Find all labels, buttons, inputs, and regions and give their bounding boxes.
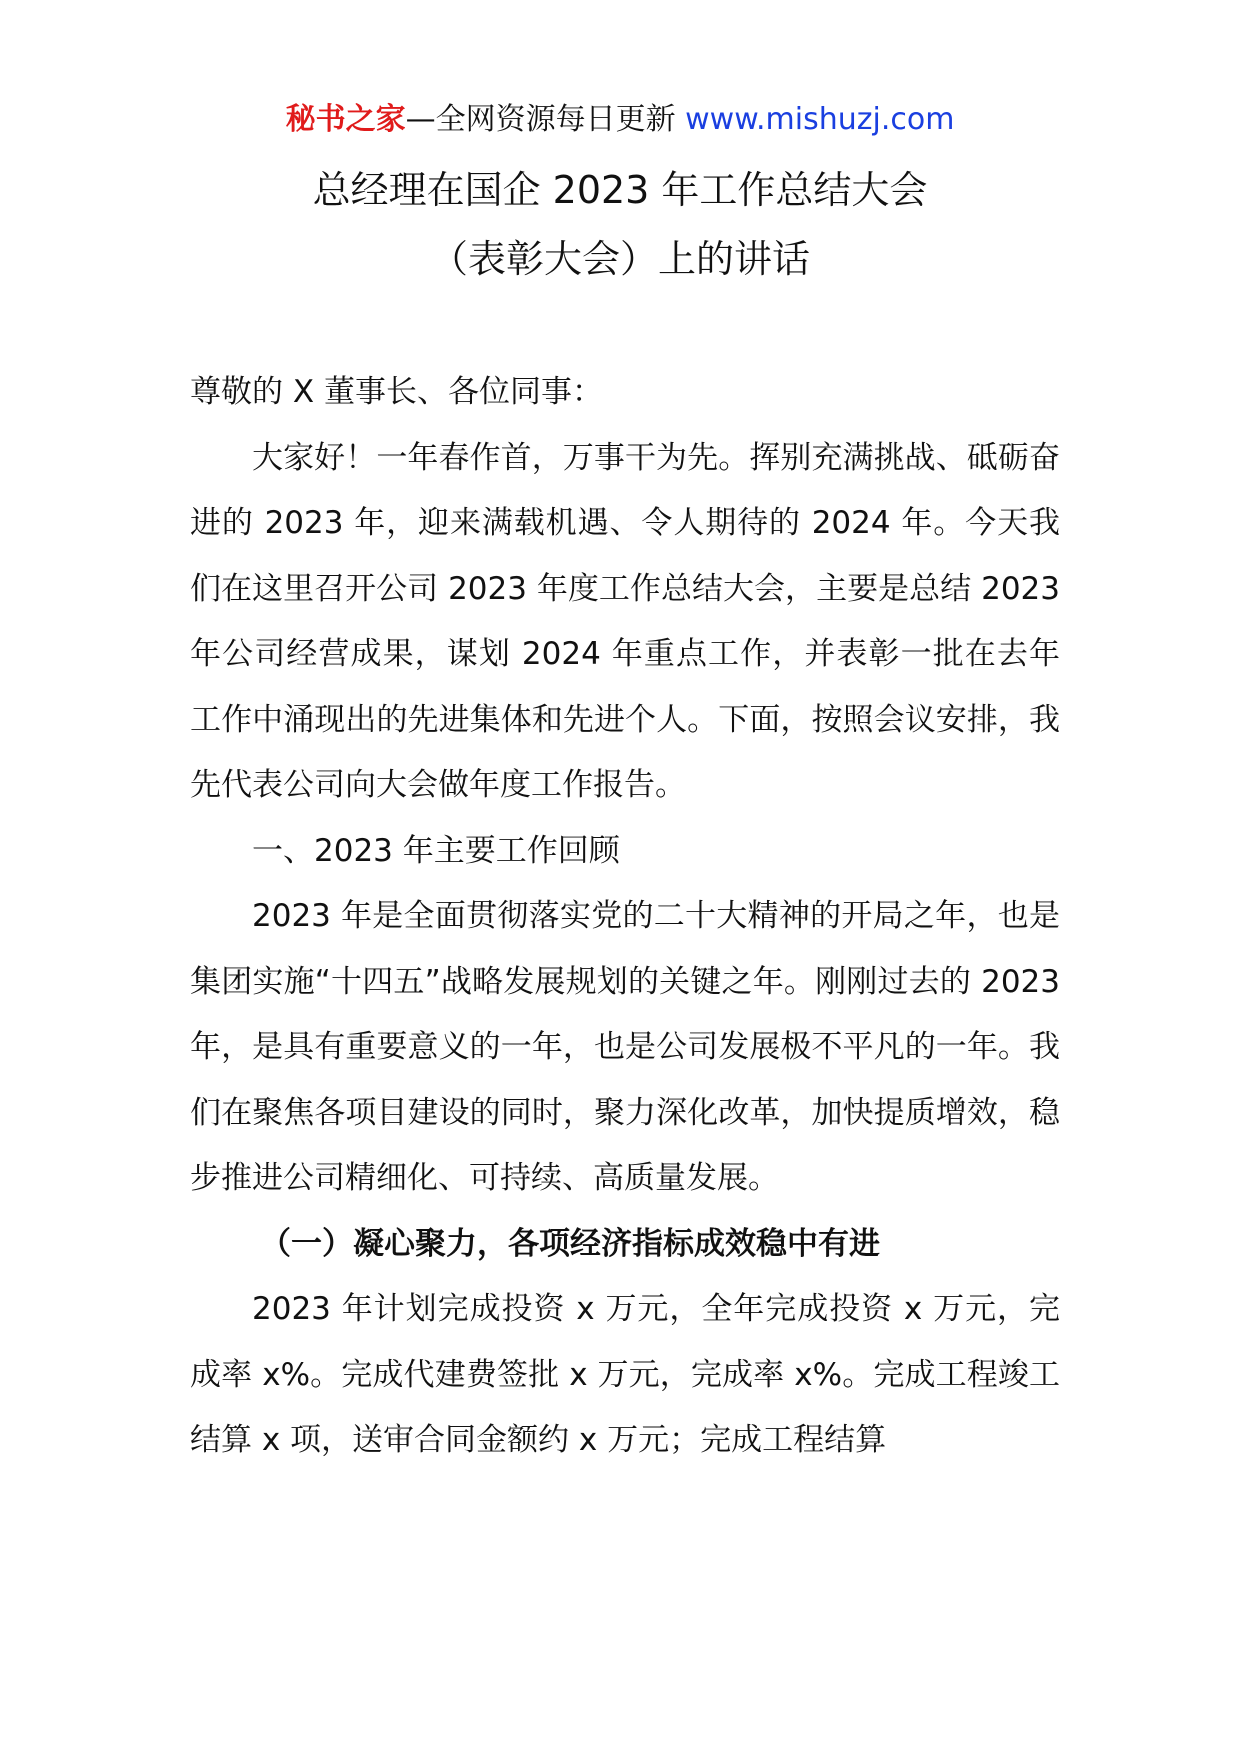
- section-heading: 一、2023 年主要工作回顾: [252, 832, 620, 869]
- salutation: 尊敬的 X 董事长、各位同事：: [190, 374, 603, 410]
- website-link[interactable]: www.mishuzj.com: [685, 102, 955, 137]
- document-body: [190, 360, 1060, 1474]
- document-title-line1: 总经理在国企 2023 年工作总结大会: [312, 168, 928, 212]
- paragraph-indicators: 2023 年计划完成投资 x 万元，全年完成投资 x 万元，完成率 x%。完成代建费签批 x 万元，完成率 x%。完成工程竣工结算 x 项，送审合同金额约 x 万元；完成工程结算: [190, 1291, 1060, 1458]
- brand-name: 秘书之家: [285, 102, 406, 137]
- paragraph-review: 2023 年是全面贯彻落实党的二十大精神的开局之年，也是集团实施“十四五”战略发展规划的关键之年。刚刚过去的 2023 年，是具有重要意义的一年，也是公司发展极不平凡的一年。我们在聚焦各项目建设的同时，聚力深化改革，加快提质增效，稳步推进公司精细化、可持续、高质量发展。: [190, 898, 1060, 1196]
- header-banner: [0, 100, 1240, 140]
- subsection-heading: （一）凝心聚力，各项经济指标成效稳中有进: [260, 1225, 880, 1262]
- paragraph-opening: 大家好！一年春作首，万事干为先。挥别充满挑战、砥砺奋进的 2023 年，迎来满载机遇、令人期待的 2024 年。今天我们在这里召开公司 2023 年度工作总结大会，主要是总结 2023 年公司经营成果，谋划 2024 年重点工作，并表彰一批在去年工作中涌现出的先进集体和先进个人。下面，按照会议安排，我先代表公司向大会做年度工作报告。: [190, 439, 1060, 803]
- document-title-line2: （表彰大会）上的讲话: [429, 237, 810, 281]
- banner-tagline: —全网资源每日更新: [405, 102, 676, 137]
